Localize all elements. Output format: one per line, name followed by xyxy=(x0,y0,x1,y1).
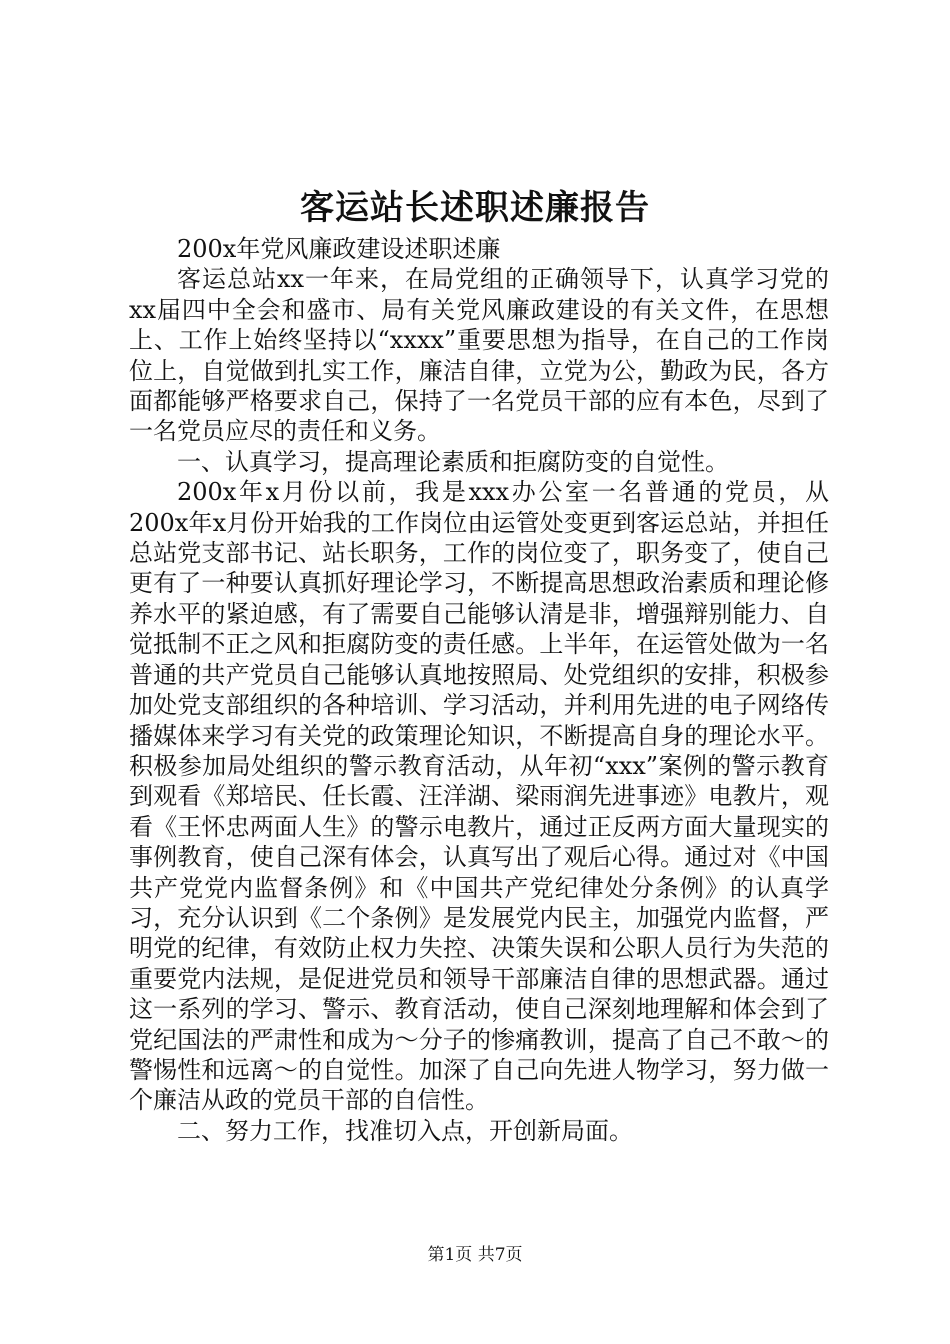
document-title: 客运站长述职述廉报告 xyxy=(300,188,650,228)
section-heading-2: 二、努力工作，找准切入点，开创新局面。 xyxy=(177,1116,633,1145)
paragraph-subtitle: 200x年党风廉政建设述职述廉 xyxy=(177,235,501,263)
document-body xyxy=(129,234,829,1146)
page-number-footer: 第1页 共7页 xyxy=(427,1245,523,1265)
paragraph-intro: 客运总站xx一年来，在局党组的正确领导下，认真学习党的xx届四中全会和盛市、局有关党风廉政建设的有关文件，在思想上、工作上始终坚持以“xxxx”重要思想为指导，在自己的工作岗位上，自觉做到扎实工作，廉洁自律，立党为公，勤政为民，各方面都能够严格要求自己，保持了一名党员干部的应有本色，尽到了一名党员应尽的责任和义务。 xyxy=(129,265,829,446)
section-heading-1: 一、认真学习，提高理论素质和拒腐防变的自觉性。 xyxy=(177,447,729,476)
paragraph-section-1: 200x年x月份以前，我是xxx办公室一名普通的党员，从200x年x月份开始我的工作岗位由运管处变更到客运总站，并担任总站党支部书记、站长职务，工作的岗位变了，职务变了，使自己更有了一种要认真抓好理论学习，不断提高思想政治素质和理论修养水平的紧迫感，有了需要自己能够认清是非，增强辩别能力、自觉抵制不正之风和拒腐防变的责任感。上半年，在运管处做为一名普通的共产党员自己能够认真地按照局、处党组织的安排，积极参加处党支部组织的各种培训、学习活动，并利用先进的电子网络传播媒体来学习有关党的政策理论知识，不断提高自身的理论水平。积极参加局处组织的警示教育活动，从年初“xxx”案例的警示教育到观看《郑培民、任长霞、汪洋湖、梁雨润先进事迹》电教片，观看《王怀忠两面人生》的警示电教片，通过正反两方面大量现实的事例教育，使自己深有体会，认真写出了观后心得。通过对《中国共产党党内监督条例》和《中国共产党纪律处分条例》的认真学习，充分认识到《二个条例》是发展党内民主，加强党内监督，严明党的纪律，有效防止权力失控、决策失误和公职人员行为失范的重要党内法规，是促进党员和领导干部廉洁自律的思想武器。通过这一系列的学习、警示、教育活动，使自己深刻地理解和体会到了党纪国法的严肃性和成为～分子的惨痛教训，提高了自己不敢～的警惕性和远离～的自觉性。加深了自己向先进人物学习，努力做一个廉洁从政的党员干部的自信性。 xyxy=(129,478,829,1115)
